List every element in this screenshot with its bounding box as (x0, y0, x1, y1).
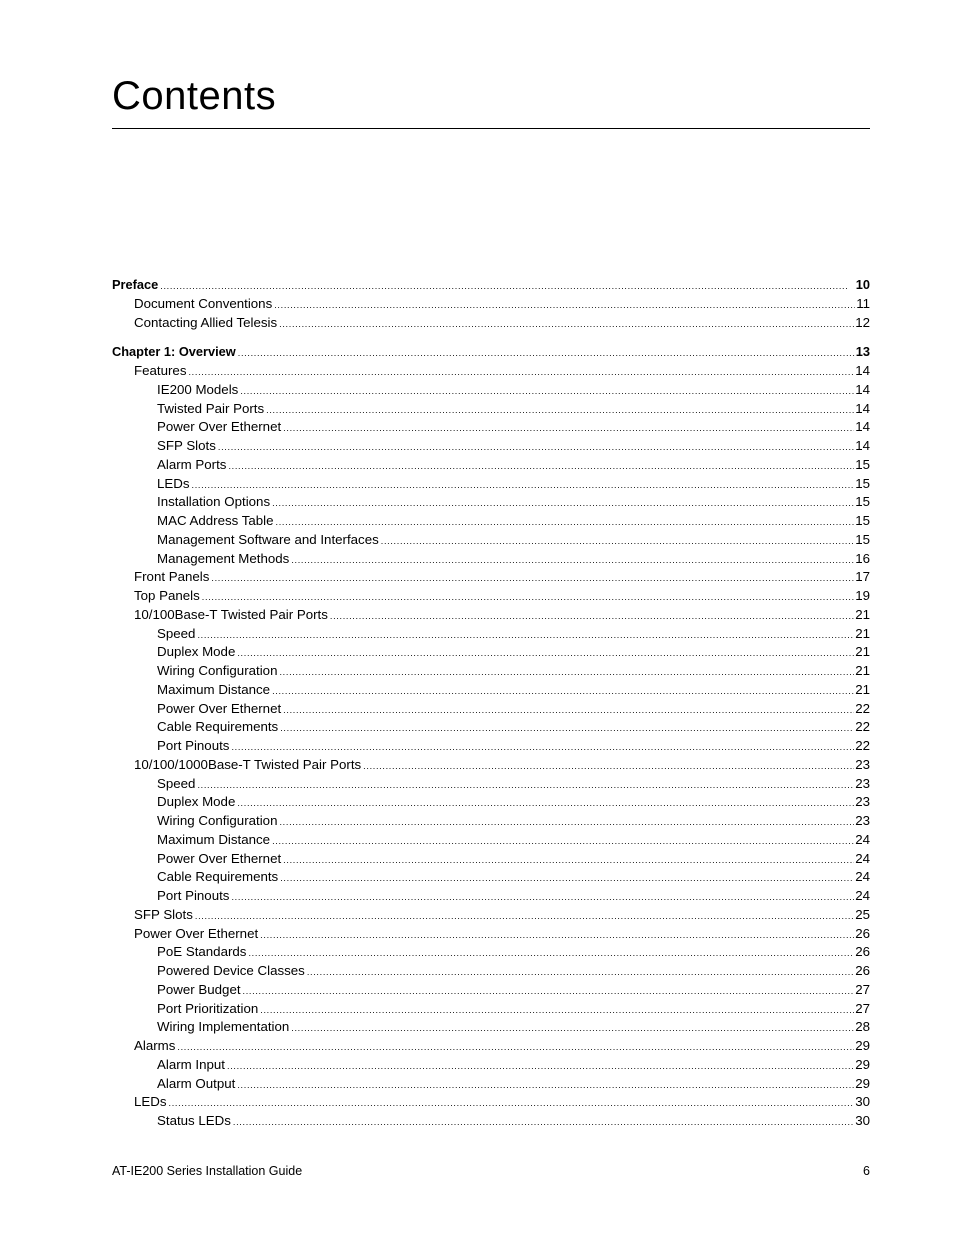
toc-entry-page: 15 (855, 494, 870, 510)
table-of-contents (112, 276, 870, 1131)
toc-entry[interactable] (112, 943, 870, 962)
toc-entry-page: 29 (855, 1056, 870, 1072)
toc-entry-page: 30 (855, 1113, 870, 1128)
footer-document-title: AT-IE200 Series Installation Guide (112, 1164, 303, 1178)
toc-entry-label: Features (134, 363, 187, 378)
toc-entry[interactable] (112, 625, 870, 644)
toc-entry-page: 23 (855, 813, 870, 828)
toc-entry-page: 11 (856, 295, 870, 311)
dot-leader (248, 944, 854, 963)
dot-leader (260, 926, 854, 945)
toc-entry-label: Power Over Ethernet (157, 850, 282, 866)
toc-entry-label: Power Budget (157, 981, 241, 997)
dot-leader (238, 344, 855, 363)
toc-entry-label: 10/100/1000Base-T Twisted Pair Ports (134, 756, 362, 772)
dot-leader (283, 851, 854, 870)
dot-leader (237, 644, 854, 663)
toc-entry-page: 19 (855, 588, 870, 603)
dot-leader (231, 888, 854, 907)
dot-leader (231, 738, 854, 757)
dot-leader (195, 907, 854, 926)
toc-entry-page: 30 (855, 1094, 870, 1110)
toc-entry[interactable] (112, 295, 870, 314)
toc-entry-page: 14 (855, 363, 870, 378)
toc-entry[interactable] (112, 606, 870, 625)
dot-leader (243, 982, 855, 1001)
toc-entry-label: Power Over Ethernet (157, 700, 282, 716)
toc-entry-label: Alarm Ports (157, 456, 227, 472)
dot-leader (197, 776, 854, 795)
dot-leader (197, 626, 854, 645)
toc-entry[interactable] (112, 512, 870, 531)
dot-leader (280, 869, 854, 888)
toc-entry[interactable] (112, 1093, 870, 1112)
toc-entry-page: 26 (855, 925, 870, 941)
toc-entry-label: Wiring Configuration (157, 813, 278, 828)
toc-entry-page: 28 (855, 1019, 870, 1035)
toc-entry-page: 23 (855, 794, 870, 810)
toc-entry[interactable] (112, 550, 870, 569)
toc-entry-label: Alarm Input (157, 1056, 225, 1072)
toc-entry-page: 24 (855, 831, 870, 847)
toc-entry-label: Power Over Ethernet (134, 925, 259, 941)
toc-entry-page: 21 (855, 606, 870, 622)
toc-entry[interactable] (112, 1037, 870, 1056)
title-rule (112, 128, 870, 129)
dot-leader (272, 682, 854, 701)
dot-leader (279, 813, 854, 832)
toc-entry-page: 24 (855, 850, 870, 866)
toc-entry[interactable] (112, 531, 870, 550)
toc-entry-label: IE200 Models (157, 381, 239, 397)
dot-leader (177, 1038, 854, 1057)
toc-entry-label: Duplex Mode (157, 644, 236, 660)
toc-entry-page: 14 (855, 419, 870, 435)
dot-leader (237, 794, 854, 813)
toc-entry-page: 27 (855, 1000, 870, 1016)
toc-entry-page: 21 (855, 644, 870, 660)
toc-entry-label: Power Over Ethernet (157, 419, 282, 435)
toc-entry[interactable] (112, 962, 870, 981)
dot-leader (330, 607, 854, 626)
dot-leader (274, 296, 855, 315)
toc-entry[interactable] (112, 981, 870, 1000)
toc-entry[interactable] (112, 493, 870, 512)
toc-entry[interactable] (112, 756, 870, 775)
dot-leader (291, 1019, 854, 1038)
toc-entry-label: Contacting Allied Telesis (134, 314, 278, 330)
dot-leader (266, 401, 854, 420)
toc-entry-label: Status LEDs (157, 1113, 231, 1128)
toc-entry-label: Powered Device Classes (157, 963, 305, 978)
toc-entry-label: Duplex Mode (157, 794, 236, 810)
dot-leader (279, 315, 854, 334)
dot-leader (280, 719, 854, 738)
toc-entry[interactable] (112, 456, 870, 475)
toc-entry-label: Installation Options (157, 494, 271, 510)
dot-leader (260, 1001, 854, 1020)
toc-entry-label: Wiring Implementation (157, 1019, 290, 1035)
dot-leader (272, 494, 854, 513)
toc-entry-label: LEDs (134, 1094, 167, 1110)
toc-entry-label: Front Panels (134, 569, 210, 585)
toc-entry[interactable] (112, 437, 870, 456)
toc-entry-page: 24 (855, 869, 870, 885)
toc-entry-page: 27 (855, 981, 870, 997)
toc-entry-page: 13 (855, 344, 870, 360)
toc-entry-page: 14 (855, 400, 870, 416)
toc-entry-page: 29 (855, 1038, 870, 1053)
footer-page-number: 6 (863, 1164, 870, 1178)
toc-entry-label: Port Pinouts (157, 738, 230, 753)
page-title: Contents (112, 74, 277, 118)
dot-leader (160, 277, 855, 296)
toc-entry-page: 22 (855, 738, 870, 753)
toc-entry-page: 26 (855, 944, 870, 960)
dot-leader (381, 532, 854, 551)
toc-entry[interactable] (112, 793, 870, 812)
toc-entry-label: Document Conventions (134, 295, 273, 311)
toc-entry[interactable] (112, 643, 870, 662)
toc-entry[interactable] (112, 1112, 870, 1131)
toc-entry[interactable] (112, 568, 870, 587)
toc-entry-page: 14 (855, 438, 870, 453)
toc-entry[interactable] (112, 681, 870, 700)
toc-entry-page: 15 (855, 475, 870, 491)
dot-leader (240, 382, 854, 401)
toc-entry-page: 21 (855, 663, 870, 678)
toc-entry-label: Twisted Pair Ports (157, 400, 265, 416)
toc-entry-label: Preface (112, 277, 159, 292)
toc-entry-label: PoE Standards (157, 944, 247, 960)
dot-leader (228, 457, 854, 476)
toc-entry[interactable] (112, 1000, 870, 1019)
toc-entry-label: Alarm Output (157, 1075, 236, 1091)
dot-leader (276, 513, 855, 532)
toc-entry-label: Management Methods (157, 550, 290, 566)
toc-entry[interactable] (112, 400, 870, 419)
toc-entry[interactable] (112, 362, 870, 381)
toc-entry[interactable] (112, 737, 870, 756)
dot-leader (202, 588, 854, 607)
toc-entry[interactable] (112, 343, 870, 362)
toc-entry-page: 25 (855, 906, 870, 922)
toc-entry-page: 23 (855, 756, 870, 772)
toc-entry-label: LEDs (157, 475, 190, 491)
toc-entry[interactable] (112, 314, 870, 333)
dot-leader (283, 419, 854, 438)
toc-entry-page: 24 (855, 888, 870, 903)
dot-leader (272, 832, 854, 851)
toc-entry-label: SFP Slots (134, 906, 193, 922)
toc-entry[interactable] (112, 662, 870, 681)
dot-leader (363, 757, 854, 776)
toc-entry[interactable] (112, 1075, 870, 1094)
toc-entry-label: Port Prioritization (157, 1000, 259, 1016)
toc-entry-page: 16 (855, 550, 870, 566)
toc-entry-label: Maximum Distance (157, 681, 271, 697)
toc-entry[interactable] (112, 418, 870, 437)
dot-leader (227, 1057, 854, 1076)
dot-leader (192, 476, 855, 495)
dot-leader (283, 701, 854, 720)
toc-entry-page: 21 (855, 681, 870, 697)
dot-leader (218, 438, 854, 457)
toc-entry[interactable] (112, 587, 870, 606)
toc-entry-label: Speed (157, 625, 196, 641)
toc-entry[interactable] (112, 1056, 870, 1075)
dot-leader (307, 963, 854, 982)
dot-leader (279, 663, 854, 682)
toc-entry-page: 21 (855, 625, 870, 641)
toc-entry-label: 10/100Base-T Twisted Pair Ports (134, 606, 328, 622)
toc-entry-label: Top Panels (134, 588, 200, 603)
toc-entry[interactable] (112, 718, 870, 737)
toc-entry[interactable] (112, 925, 870, 944)
toc-entry-label: Alarms (134, 1038, 176, 1053)
toc-entry-label: Wiring Configuration (157, 663, 278, 678)
toc-entry-label: MAC Address Table (157, 513, 274, 528)
toc-entry[interactable] (112, 700, 870, 719)
toc-entry-page: 17 (855, 569, 870, 585)
toc-entry-page: 22 (855, 719, 870, 735)
toc-entry-page: 29 (855, 1075, 870, 1091)
dot-leader (211, 569, 854, 588)
dot-leader (233, 1113, 854, 1132)
dot-leader (237, 1076, 854, 1095)
toc-entry[interactable] (112, 887, 870, 906)
toc-entry[interactable] (112, 276, 870, 295)
toc-entry[interactable] (112, 1018, 870, 1037)
toc-entry-label: Cable Requirements (157, 719, 279, 735)
toc-entry-page: 23 (855, 775, 870, 791)
toc-entry[interactable] (112, 850, 870, 869)
toc-entry-page: 10 (855, 277, 870, 292)
toc-entry-page: 12 (855, 314, 870, 330)
toc-entry-label: Cable Requirements (157, 869, 279, 885)
toc-entry-label: Chapter 1: Overview (112, 344, 236, 360)
toc-entry[interactable] (112, 906, 870, 925)
toc-entry[interactable] (112, 381, 870, 400)
toc-entry[interactable] (112, 868, 870, 887)
toc-entry-page: 15 (855, 531, 870, 547)
toc-entry[interactable] (112, 812, 870, 831)
toc-entry[interactable] (112, 775, 870, 794)
dot-leader (291, 551, 854, 570)
toc-entry-page: 26 (855, 963, 870, 978)
toc-entry-page: 22 (855, 700, 870, 716)
toc-entry-page: 15 (855, 513, 870, 528)
toc-entry-label: SFP Slots (157, 438, 216, 453)
toc-entry-label: Maximum Distance (157, 831, 271, 847)
toc-entry-page: 14 (855, 381, 870, 397)
toc-entry[interactable] (112, 475, 870, 494)
toc-entry-label: Speed (157, 775, 196, 791)
dot-leader (188, 363, 854, 382)
toc-entry[interactable] (112, 831, 870, 850)
toc-entry-label: Management Software and Interfaces (157, 531, 379, 547)
dot-leader (169, 1094, 855, 1113)
toc-entry-page: 15 (855, 456, 870, 472)
toc-entry-label: Port Pinouts (157, 888, 230, 903)
